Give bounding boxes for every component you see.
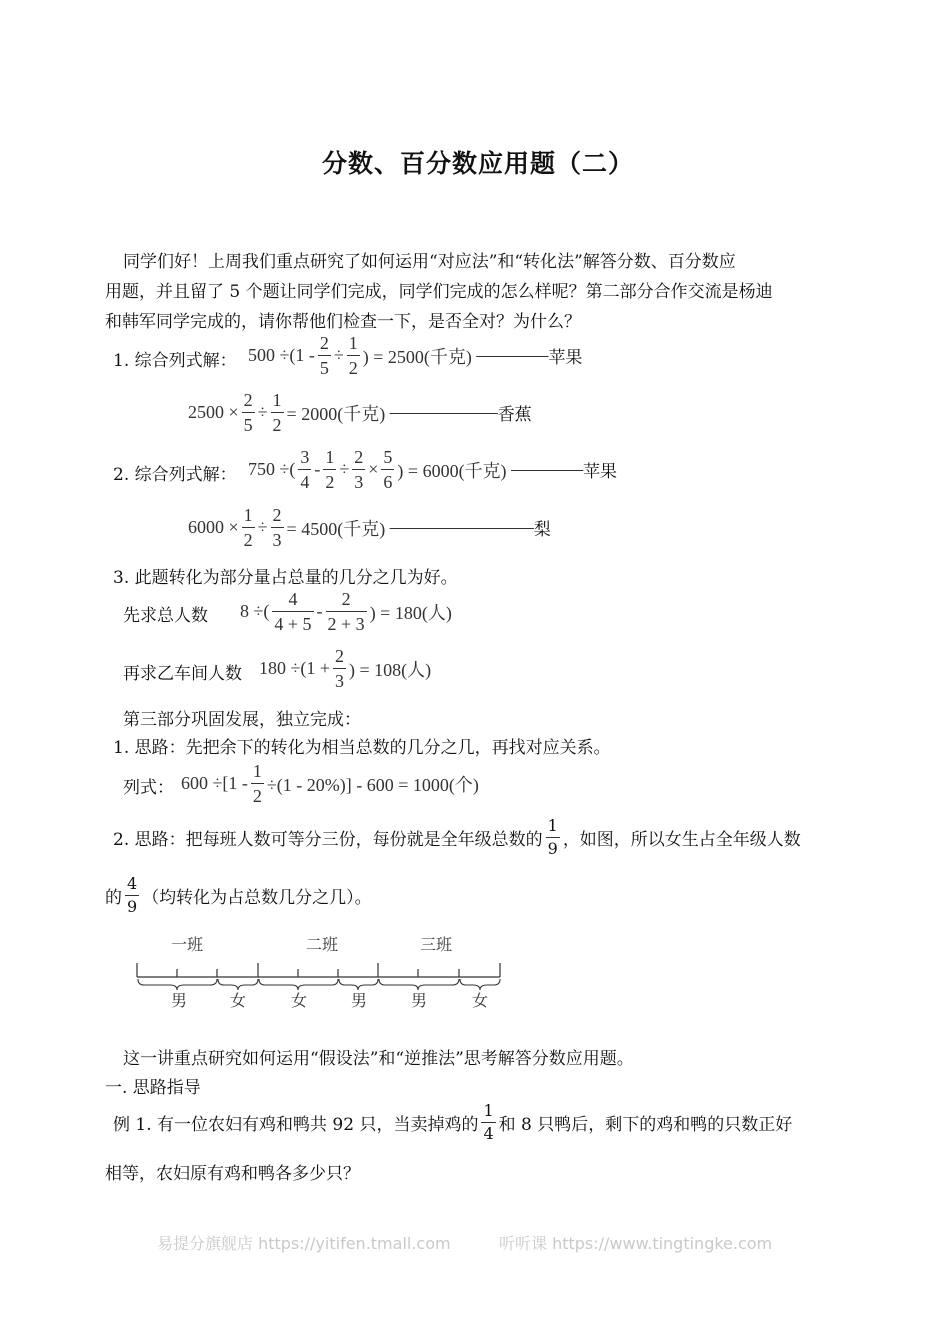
fraction: $\frac{1}{4}$ — [483, 1101, 494, 1143]
watermark-right: 听听课 https://www.tingtingke.com — [499, 1234, 773, 1253]
part3-heading: 第三部分巩固发展，独立完成： — [123, 710, 361, 730]
fraction: $\frac{2}{3}$ — [335, 646, 345, 691]
class-label-3: 三班 — [420, 935, 453, 954]
fraction: $\frac{3}{4}$ — [300, 447, 310, 492]
item3-step2-lead: 再求乙车间人数 — [123, 664, 242, 684]
item2-formula-1: 750 ÷( $\frac{3}{4}$ - $\frac{1}{2}$ ÷ $\frac{2}{3}$ × $\frac{5}{6}$ ) = 6000(千克) ———— 苹果 — [248, 447, 618, 492]
watermark-left: 易提分旗舰店 https://yitifen.tmall.com — [157, 1234, 451, 1253]
fraction: $\frac{2}{5}$ — [319, 333, 329, 378]
part3-q1-lead: 列式： — [123, 778, 174, 798]
part3-q2-line2: 的 $\frac{4}{9}$ （均转化为占总数几分之几）。 — [105, 874, 372, 916]
fraction: $\frac{1}{2}$ — [272, 390, 282, 435]
intro-line-1: 同学们好！上周我们重点研究了如何运用“对应法”和“转化法”解答分数、百分数应 — [123, 252, 736, 272]
fraction: $\frac{1}{2}$ — [243, 505, 253, 550]
part3-q2-line1: 2. 思路：把每班人数可等分三份，每份就是全年级总数的 $\frac{1}{9}$ ，如图，所以女生占全年级人数 — [113, 816, 801, 858]
fraction: $\frac{1}{2}$ — [252, 761, 262, 806]
example-1-line2: 相等，农妇原有鸡和鸭各多少只？ — [105, 1164, 360, 1184]
fraction: $\frac{2}{2 + 3}$ — [327, 589, 365, 634]
example-1-line1: 例 1. 有一位农妇有鸡和鸭共 92 只，当卖掉鸡的 $\frac{1}{4}$ 和 8 只鸭后，剩下的鸡和鸭的只数正好 — [113, 1101, 793, 1143]
segment-label: 女 — [472, 991, 489, 1010]
intro-line-3: 和韩军同学完成的，请你帮他们检查一下，是否全对？为什么？ — [105, 312, 581, 332]
item3-step1-formula: 8 ÷( $\frac{4}{4 + 5}$ - $\frac{2}{2 + 3}$ ) = 180(人) — [240, 589, 452, 634]
part3-q1-formula: 600 ÷[1 - $\frac{1}{2}$ ÷(1 - 20%)] - 600 = 1000(个) — [181, 761, 479, 806]
segment-label: 男 — [171, 991, 188, 1010]
segment-label: 男 — [351, 991, 368, 1010]
fraction: $\frac{4}{9}$ — [127, 874, 138, 916]
class-label-2: 二班 — [306, 935, 339, 954]
fraction: $\frac{1}{9}$ — [547, 816, 558, 858]
fraction: $\frac{1}{2}$ — [325, 447, 335, 492]
intro-line-2: 用题，并且留了 5 个题让同学们完成，同学们完成的怎么样呢？第二部分合作交流是杨迪 — [105, 282, 773, 302]
section-heading: 一. 思路指导 — [105, 1078, 201, 1098]
item3-step1-lead: 先求总人数 — [123, 606, 208, 626]
fraction: $\frac{2}{3}$ — [354, 447, 364, 492]
item1-label: 1. 综合列式解： — [113, 351, 237, 371]
segment-label: 女 — [291, 991, 308, 1010]
item2-label: 2. 综合列式解： — [113, 465, 237, 485]
item1-formula-2: 2500 × $\frac{2}{5}$ ÷ $\frac{1}{2}$ = 2000(千克) —————— 香蕉 — [188, 390, 532, 435]
lesson-intro: 这一讲重点研究如何运用“假设法”和“逆推法”思考解答分数应用题。 — [123, 1049, 634, 1069]
fraction: $\frac{2}{5}$ — [243, 390, 253, 435]
class-label-1: 一班 — [171, 935, 204, 954]
segment-label: 女 — [230, 991, 247, 1010]
part3-q1-text: 1. 思路：先把余下的转化为相当总数的几分之几，再找对应关系。 — [113, 738, 611, 758]
item1-formula-1: 500 ÷(1 - $\frac{2}{5}$ ÷ $\frac{1}{2}$ ) = 2500(千克) ———— 苹果 — [248, 333, 583, 378]
fraction: $\frac{1}{2}$ — [348, 333, 358, 378]
fraction: $\frac{2}{3}$ — [272, 505, 282, 550]
item3-label: 3. 此题转化为部分量占总量的几分之几为好。 — [113, 568, 458, 588]
item2-formula-2: 6000 × $\frac{1}{2}$ ÷ $\frac{2}{3}$ = 4500(千克) ———————— 梨 — [188, 505, 551, 550]
fraction: $\frac{4}{4 + 5}$ — [274, 589, 312, 634]
item3-step2-formula: 180 ÷(1 + $\frac{2}{3}$ ) = 108(人) — [259, 646, 432, 691]
fraction: $\frac{5}{6}$ — [383, 447, 393, 492]
page-title: 分数、百分数应用题（二） — [322, 149, 635, 178]
segment-label: 男 — [411, 991, 428, 1010]
